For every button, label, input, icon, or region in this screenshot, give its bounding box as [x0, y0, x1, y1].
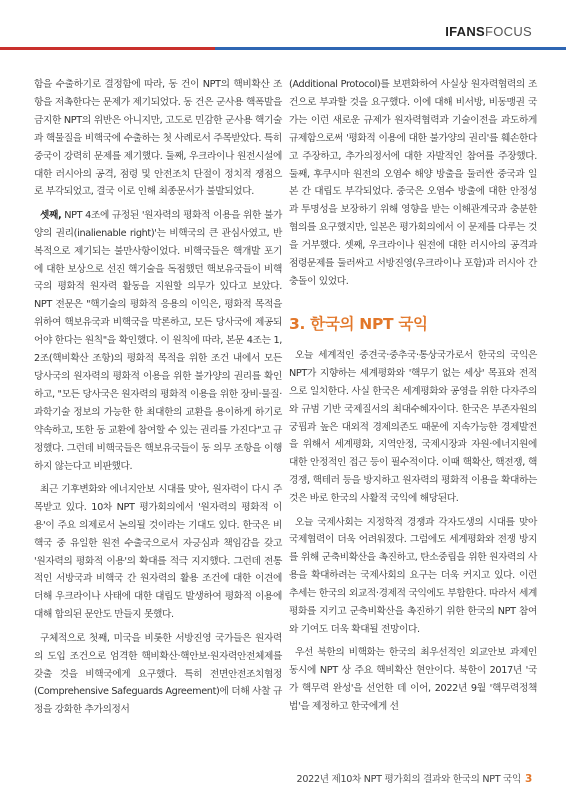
brand-logo [445, 24, 532, 39]
paragraph: 우선 북한의 비핵화는 한국의 최우선적인 외교안보 과제인 동시에 NPT 상 주요 핵비확산 현안이다. 북한이 2017년 '국가 핵무력 완성'을 선언한 데 이어, 2022년 9월 '핵무력정책법'을 제정하고 한국에게 선 [289, 647, 537, 713]
paragraph: 함을 수출하기로 결정함에 따라, 동 건이 NPT의 핵비확산 조항을 저촉한다는 문제가 제기되었다. 동 건은 군사용 핵폭발을 금지한 NPT의 위반은 아니지만, 고도로 민감한 군사용 핵기술과 핵물질을 비핵국에 수출하는 첫 사례로서 주목받았다. 특히 중국이 강력히 문제를 제기했다. 둘째, 우크라이나 원전시설에 대한 러시아의 공격, 점령 및 안전조치 단절이 정치적 쟁점으로 부각되었고, 결국 이로 인해 최종문서가 불발되었다. [34, 79, 282, 198]
footer-title: 2022년 제10차 NPT 평가회의 결과와 한국의 NPT 국익 [296, 774, 521, 785]
page-footer [297, 771, 532, 785]
header-divider-bar [0, 47, 566, 50]
paragraph-lead: 셋째, [40, 209, 62, 221]
paragraph: 오늘 국제사회는 지정학적 경쟁과 각자도생의 시대를 맞아 국제협력이 더욱 어려워졌다. 그럼에도 세계평화와 전쟁 방지를 위해 군축비확산을 촉진하고, 탄소중립을 위한 원자력의 사용을 확대하려는 국제사회의 요구는 더욱 커지고 있다. 이런 추세는 한국의 외교적·경제적 국익에도 부합한다. 따라서 세계평화를 지키고 군축비확산을 촉진하기 위한 한국의 NPT 참여와 기여도 더욱 확대될 전망이다. [289, 516, 537, 635]
paragraph [34, 207, 282, 476]
page-number: 3 [524, 773, 532, 785]
brand-logo-bold: IFANS [445, 24, 485, 39]
paragraph: (Additional Protocol)를 보편화하여 사실상 원자력협력의 조건으로 부과할 것을 요구했다. 이에 대해 비서방, 비동맹권 국가는 이런 새로운 규제가 원자력협력과 기술이전을 과도하게 규제함으로써 '평화적 이용에 대한 불가양의 권리'를 훼손한다고 주장하고, 추가의정서에 대한 자발적인 참여를 주장했다. 둘째, 후쿠시마 원전의 오염수 해양 방출을 둘러싼 중국과 일본 간 대립도 부각되었다. 중국은 오염수 방출에 대한 안정성과 투명성을 보장하기 위해 영향을 받는 이해관계국과 충분한 협의를 요구했지만, 일본은 평가회의에서 이 문제를 다루는 것을 거부했다. 셋째, 우크라이나 원전에 대한 러시아의 공격과 점령문제를 둘러싸고 서방진영(우크라이나 포함)과 러시아 간 충돌이 있었다. [289, 79, 537, 287]
paragraph: 구체적으로 첫째, 미국을 비롯한 서방진영 국가들은 원자력의 도입 조건으로 엄격한 핵비확산·핵안보·원자력안전체제를 갖출 것을 비핵국에게 요구했다. 특히 전면안전조치협정(Comprehensive Safeguards Agreement)에 더해 사찰 규정을 강화한 추가의정서 [34, 632, 282, 716]
paragraph-body: NPT 4조에 규정된 '원자력의 평화적 이용을 위한 불가양의 권리(inalienable right)'는 비핵국의 큰 관심사였고, 반복적으로 제기되는 불만사항이었다. 비핵국들은 핵개발 포기에 대한 보상으로 선진 핵기술을 독점했던 핵보유국들이 비핵국의 평화적 원자력 활동을 지원할 의무가 있다고 보았다. NPT 전문은 "핵기술의 평화적 응용의 이익은, 평화적 목적을 위하여 핵보유국과 비핵국을 막론하고, 모든 당사국에 제공되어야 한다는 원칙"을 확인했다. 이 원칙에 따라, 본문 4조는 1, 2조(핵비확산 조항)의 평화적 목적을 위한 조건 내에서 모든 당사국의 원자력의 평화적 이용을 위한 불가양의 권리를 확인하고, "모든 당사국은 원자력의 평화적 이용을 위한 장비·물질·과학기술 정보의 가능한 한 최대한의 교환을 용이하게 하기로 약속하고, 또한 동 교환에 참여할 수 있는 권리를 가진다"고 규정했다. 그런데 비핵국들은 핵보유국들이 동 의무 조항을 이행하지 않는다고 비판했다. [34, 209, 282, 472]
left-column [34, 76, 282, 725]
section-title: 3. 한국의 NPT 국익 [289, 314, 428, 333]
brand-logo-light: FOCUS [485, 24, 532, 39]
paragraph: 최근 기후변화와 에너지안보 시대를 맞아, 원자력이 다시 주목받고 있다. 10차 NPT 평가회의에서 '원자력의 평화적 이용'이 주요 의제로서 논의될 것이라는 기대도 있다. 한국은 비핵국 중 유일한 원전 수출국으로서 자긍심과 책임감을 갖고 '원자력의 평화적 이용'의 확대를 적극 지지했다. 그런데 전통적인 서방국과 비핵국 간 원자력의 활용 조건에 대한 이견에 더해 우크라이나 사태에 대한 대립도 발생하여 평화적 이용에 대해 합의된 문안도 만들지 못했다. [34, 483, 282, 621]
paragraph: 오늘 세계적인 중견국·중추국·통상국가로서 한국의 국익은 NPT가 지향하는 세계평화와 '핵무기 없는 세상' 목표와 전적으로 일치한다. 사실 한국은 세계평화와 공영을 위한 다자주의와 규범 기반 국제질서의 최대수혜자이다. 한국은 부존자원의 궁핍과 높은 대외적 경제의존도 때문에 지속가능한 경제발전을 위해서 세계평화, 지역안정, 국제시장과 자원·에너지원에 대한 안정적인 접근 등이 필수적이다. 이때 핵확산, 핵전쟁, 핵경쟁, 핵테러 등을 방지하고 원자력의 평화적 이용을 확대하는 것은 바로 한국의 사활적 국익에 해당된다. [289, 349, 537, 505]
right-column [289, 76, 537, 722]
